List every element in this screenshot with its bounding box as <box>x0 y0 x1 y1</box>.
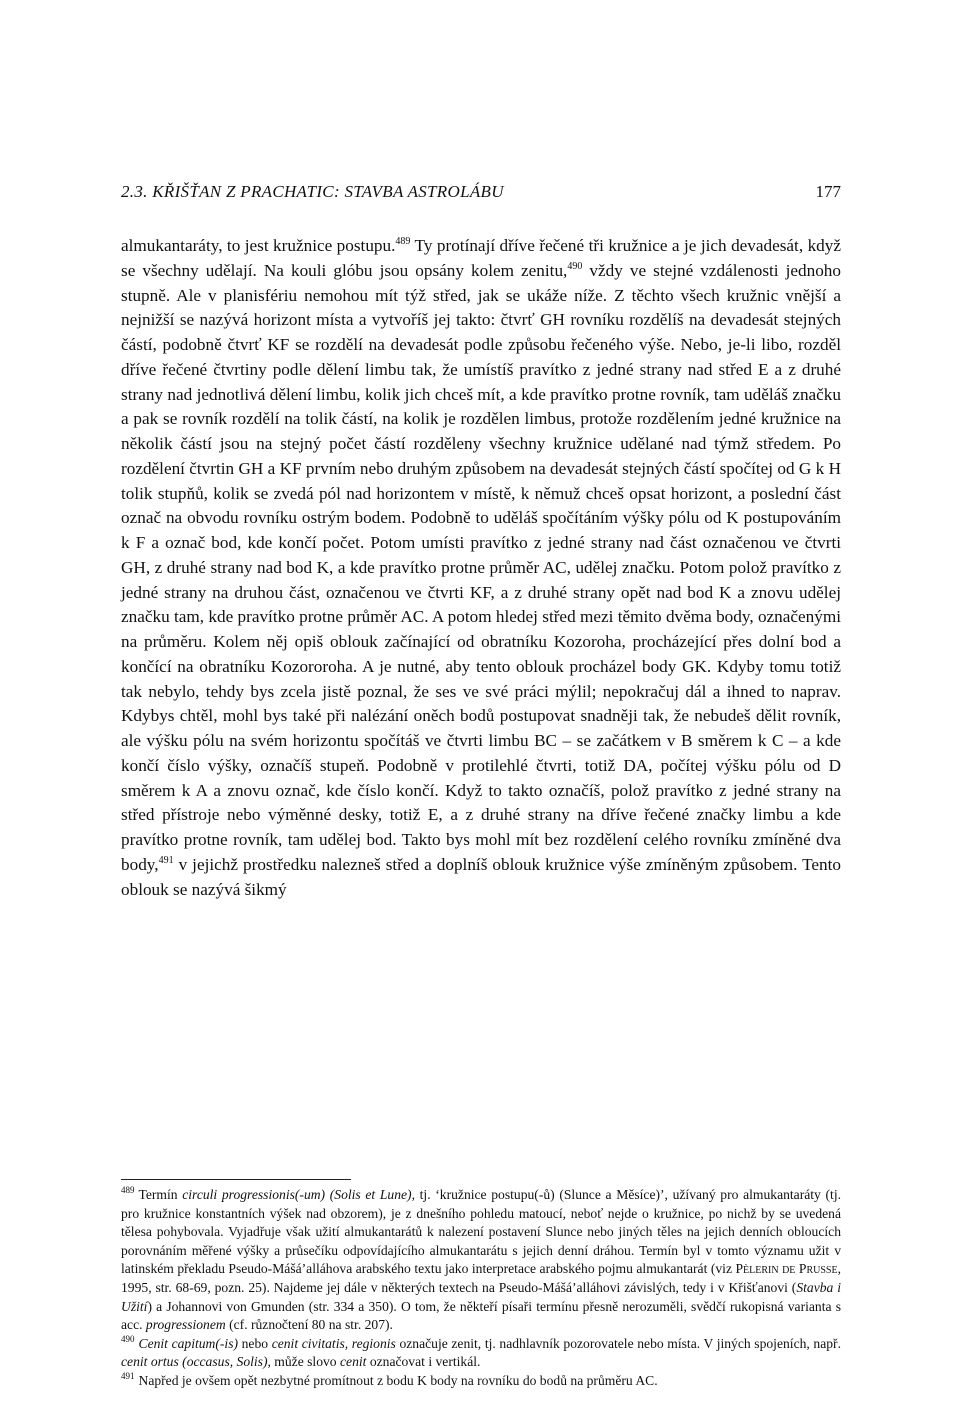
footnote-490 <box>121 1335 841 1372</box>
footnote-ref-490[interactable]: 490 <box>567 260 583 272</box>
footnote-number: 490 <box>121 1333 135 1344</box>
footnote-italic: cenit civitatis, regionis <box>271 1335 396 1351</box>
footnote-number: 491 <box>121 1370 135 1381</box>
footnote-text: , tj. ‘kružnice postupu(-ů) (Slunce a Měsíce)’, užívaný pro almukantaráty (tj. pro kružnice konstantních výšek nad obzorem), je z dnešního pohledu matoucí, neboť nejde o kružnice, po nichž by se uvedená tělesa pohybovala. Vyjadřuje však užití almukantarátů k nalezení postavení Slunce nebo jiných těles na jejich denních obloucích porovnáním měřené výšky a průsečíku odpovídajícího almukantarátu s jejich denní dráhou. Termín byl v tomto významu užit v latinském překladu Pseudo-Mášá’alláhova arabského textu jako interpretace arabského pojmu almukantarát (viz <box>121 1187 841 1277</box>
body-text-part-4: v jejichž prostředku nalezneš střed a doplníš oblouk kružnice výše zmíněným způsobem. Tento oblouk se nazývá šikmý <box>121 854 841 899</box>
footnote-text: Termín <box>138 1187 183 1202</box>
footnote-text: označuje zenit, tj. nadhlavník pozorovatele nebo místa. V jiných spojeních, např. <box>395 1335 841 1351</box>
author-name: Pèlerin de Prusse <box>735 1261 838 1277</box>
footnote-text: Napřed je ovšem opět nezbytné promítnout z bodu K body na rovníku do bodů na průměru AC. <box>138 1372 658 1388</box>
footnote-ref-489[interactable]: 489 <box>395 236 411 247</box>
footnote-italic: circuli progressionis(-um) (Solis et Lune) <box>182 1187 412 1202</box>
footnote-text: označovat i vertikál. <box>366 1354 481 1370</box>
page-number: 177 <box>815 182 841 201</box>
footnote-italic: Stavba i Užití <box>121 1279 841 1314</box>
body-text-part-1: almukantaráty, to jest kružnice postupu. <box>121 236 396 255</box>
footnote-italic: cenit ortus (occasus, Solis) <box>121 1354 268 1370</box>
footnote-text: ) a Johannovi von Gmunden (str. 334 a 350). O tom, že někteří písaři termínu přesně nerozuměli, svědčí rukopisná varianta s acc. <box>121 1298 841 1333</box>
footnote-italic: Cenit capitum(-is) <box>138 1335 239 1351</box>
footnote-text: nebo <box>238 1335 272 1351</box>
footnote-text: , může slovo <box>267 1354 340 1370</box>
footnote-italic: progressionem <box>145 1317 226 1333</box>
footnote-489 <box>121 1186 841 1335</box>
footnote-text: (cf. různočtení 80 na str. 207). <box>225 1317 393 1333</box>
footnote-ref-491[interactable]: 491 <box>158 854 174 866</box>
footnote-number: 489 <box>121 1185 135 1195</box>
main-paragraph <box>121 234 841 902</box>
footnote-text: , 1995, str. 68-69, pozn. 25). Najdeme jej dále v některých textech na Pseudo-Mášá’alláhovi závislých, tedy i v Křišťanovi ( <box>121 1261 842 1295</box>
body-text-part-3: vždy ve stejné vzdálenosti jednoho stupně. Ale v planisfériu nemohou mít týž střed, jak se ukáže níže. Z těchto všech kružnic vnější a nejnižší se nazývá horizont místa a vytvoříš jej takto: čtvrť GH rovníku rozdělíš na devadesát stejných částí, podobně čtvrť KF se rozdělí na devadesát podle způsobu řečeného výše. Nebo, je-li libo, rozděl dříve řečené čtvrtiny podle dělení limbu tak, že umístíš pravítko z jedné strany nad střed E a z druhé strany nad jednotlivá dělení limbu, kolik jich chceš mít, a kde pravítko protne rovník, tam uděláš značku a pak se rovník rozdělí na tolik částí, na kolik je rozdělen limbus, protože rozdělením jedné kružnice na několik částí jsou na stejný počet částí rozděleny všechny kružnice udělané nad týmž středem. Po rozdělení čtvrtin GH a KF prvním nebo druhým způsobem na devadesát stejných částí spočítej od G k H tolik stupňů, kolik se zvedá pól nad horizontem v místě, k němuž chceš opsat horizont, a poslední část označ na obvodu rovníku ostrým bodem. Podobně to uděláš spočítáním výšky pólu od K postupováním k F a označ bod, kde končí počet. Potom umísti pravítko z jedné strany nad část označenou ve čtvrti GH, z druhé strany nad bod K, a kde pravítko protne průměr AC, udělej značku. Potom polož pravítko z jedné strany na druhou část, označenou ve čtvrti KF, a z druhé strany opět nad bod K a znovu udělej značku tam, kde pravítko protne průměr AC. A potom hledej střed mezi těmito dvěma body, označenými na průměru. Kolem něj opiš oblouk začínající od obratníku Kozoroha, procházející přes dolní bod a končící na obratníku Kozororoha. A je nutné, aby tento oblouk procházel body GK. Kdyby tomu totiž tak nebylo, tehdy bys zcela jistě poznal, že ses ve své práci mýlil; nepokračuj dál a ihned to naprav. Kdybys chtěl, mohl bys také při nalézání oněch bodů postupovat snadněji tak, že nebudeš dělit rovník, ale výšku pólu na svém horizontu spočítáš ve čtvrti limbu BC – se začátkem v B směrem k C – a kde končí číslo výšky, označíš stupeň. Podobně v protilehlé čtvrti, totiž DA, počítej výšku pólu od D směrem k A a znovu označ, kde číslo končí. Když to takto označíš, polož pravítko z jedné strany na střed přístroje nebo výměnné desky, totiž E, a z druhé strany na dříve řečené značky limbu a kde pravítko protne rovník, tam udělej bod. Takto bys mohl mít bez rozdělení celého rovníku zmíněné dva body, <box>121 260 841 874</box>
footnote-italic: cenit <box>340 1354 367 1370</box>
footnotes <box>121 1186 841 1391</box>
page-content <box>121 182 841 902</box>
footnote-divider <box>121 1179 351 1180</box>
running-header <box>121 182 841 212</box>
section-title: 2.3. KŘIŠŤAN Z PRACHATIC: STAVBA ASTROLÁBU <box>121 182 504 201</box>
footnote-491 <box>121 1372 841 1391</box>
body-text-part-2: Ty protínají dříve řečené tři kružnice a je jich devadesát, když se všechny udělají. Na kouli glóbu jsou opsány kolem zenitu, <box>121 236 841 280</box>
